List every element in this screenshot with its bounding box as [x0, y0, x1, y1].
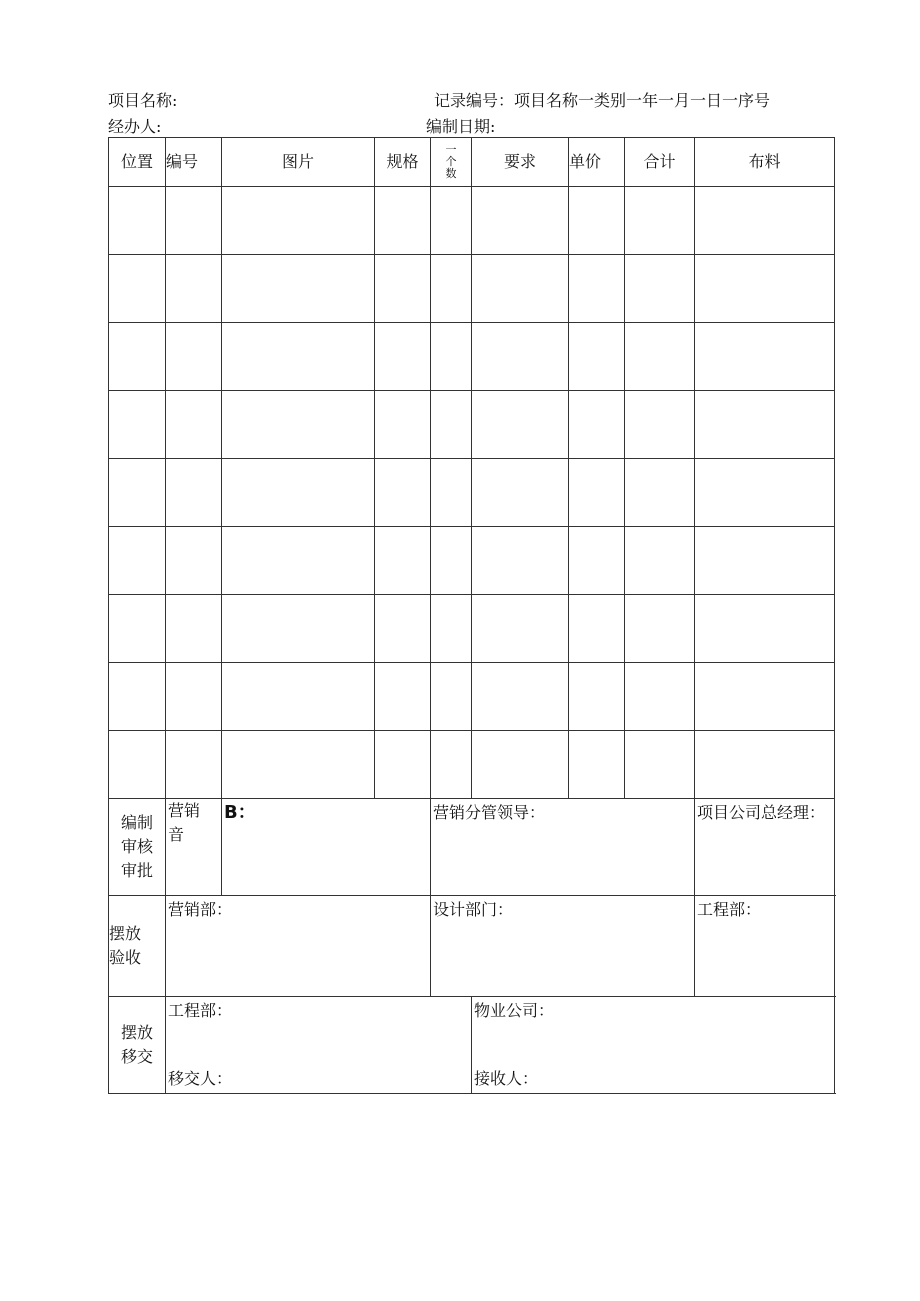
- cell[interactable]: [222, 187, 375, 255]
- table-row: [109, 391, 835, 459]
- table-row: [109, 663, 835, 731]
- handover-row: [109, 997, 835, 1094]
- acceptance-marketing-field[interactable]: [166, 896, 431, 997]
- cell[interactable]: [625, 459, 695, 527]
- cell[interactable]: [431, 459, 472, 527]
- cell[interactable]: [695, 391, 835, 459]
- cell[interactable]: [569, 663, 625, 731]
- cell[interactable]: [109, 323, 166, 391]
- handover-engineering-label: 工程部：: [168, 1001, 233, 1020]
- cell[interactable]: [222, 527, 375, 595]
- cell[interactable]: [375, 731, 431, 799]
- cell[interactable]: [569, 459, 625, 527]
- cell[interactable]: [109, 731, 166, 799]
- col-unit-price: 单价: [569, 138, 625, 187]
- marketing-b-label: B：: [224, 802, 256, 823]
- approval-row-label: [109, 799, 166, 896]
- cell[interactable]: [472, 731, 569, 799]
- cell[interactable]: [109, 391, 166, 459]
- handover-row-label: [109, 997, 166, 1094]
- cell[interactable]: [695, 527, 835, 595]
- cell[interactable]: [625, 527, 695, 595]
- acceptance-design-field[interactable]: [431, 896, 695, 997]
- handover-transferor-label: 移交人：: [168, 1069, 233, 1088]
- cell[interactable]: [375, 663, 431, 731]
- cell[interactable]: [431, 391, 472, 459]
- handover-label-place: 摆放: [120, 1023, 153, 1042]
- cell[interactable]: [375, 459, 431, 527]
- cell[interactable]: [166, 595, 222, 663]
- table-row: [109, 459, 835, 527]
- cell[interactable]: [695, 459, 835, 527]
- cell[interactable]: [109, 595, 166, 663]
- cell[interactable]: [695, 187, 835, 255]
- approval-row: [109, 799, 835, 896]
- cell[interactable]: [569, 391, 625, 459]
- cell[interactable]: [625, 391, 695, 459]
- cell[interactable]: [695, 731, 835, 799]
- cell[interactable]: [431, 527, 472, 595]
- gm-sign-field[interactable]: [695, 799, 835, 896]
- cell[interactable]: [166, 731, 222, 799]
- col-total: 合计: [625, 138, 695, 187]
- table-row: [109, 323, 835, 391]
- project-name-label: 项目名称:: [108, 91, 178, 110]
- acceptance-row-label: [109, 896, 166, 997]
- cell[interactable]: [375, 323, 431, 391]
- table-row: [109, 527, 835, 595]
- acceptance-marketing-label: 营销部：: [168, 900, 233, 919]
- cell[interactable]: [166, 323, 222, 391]
- cell[interactable]: [166, 187, 222, 255]
- cell[interactable]: [166, 255, 222, 323]
- cell[interactable]: [569, 595, 625, 663]
- approval-label-approve: 审批: [120, 861, 153, 880]
- cell[interactable]: [166, 391, 222, 459]
- handover-property-label: 物业公司：: [474, 1001, 555, 1020]
- cell[interactable]: [109, 527, 166, 595]
- cell[interactable]: [472, 323, 569, 391]
- cell[interactable]: [625, 595, 695, 663]
- cell[interactable]: [222, 663, 375, 731]
- cell[interactable]: [431, 731, 472, 799]
- col-quantity-mid: 个: [445, 155, 457, 168]
- cell[interactable]: [166, 459, 222, 527]
- col-requirement: 要求: [472, 138, 569, 187]
- cell[interactable]: [569, 731, 625, 799]
- cell[interactable]: [472, 595, 569, 663]
- record-number-label: 记录编号：项目名称一类别一年一月一日一序号: [434, 91, 771, 110]
- cell[interactable]: [472, 187, 569, 255]
- col-quantity-bot: 数: [445, 167, 457, 180]
- cell[interactable]: [375, 391, 431, 459]
- table-row: [109, 595, 835, 663]
- cell[interactable]: [472, 459, 569, 527]
- cell[interactable]: [166, 663, 222, 731]
- cell[interactable]: [109, 459, 166, 527]
- cell[interactable]: [431, 595, 472, 663]
- cell[interactable]: [569, 527, 625, 595]
- cell[interactable]: [625, 255, 695, 323]
- cell[interactable]: [695, 323, 835, 391]
- cell[interactable]: [431, 663, 472, 731]
- acceptance-design-label: 设计部门：: [433, 900, 514, 919]
- col-fabric: 布料: [695, 138, 835, 187]
- item-form-table: [108, 137, 835, 1094]
- cell[interactable]: [472, 391, 569, 459]
- col-position: 位置: [109, 138, 166, 187]
- cell[interactable]: [431, 255, 472, 323]
- col-number: 编号: [166, 138, 222, 187]
- approval-label-compile: 编制: [120, 813, 153, 832]
- cell[interactable]: [375, 187, 431, 255]
- cell[interactable]: [625, 323, 695, 391]
- cell[interactable]: [109, 255, 166, 323]
- col-picture: 图片: [222, 138, 375, 187]
- cell[interactable]: [222, 255, 375, 323]
- handover-receiver-label: 接收人：: [474, 1069, 539, 1088]
- cell[interactable]: [222, 323, 375, 391]
- cell[interactable]: [472, 255, 569, 323]
- handler-label: 经办人:: [108, 117, 162, 136]
- cell[interactable]: [222, 459, 375, 527]
- cell[interactable]: [625, 187, 695, 255]
- cell[interactable]: [472, 527, 569, 595]
- handover-label-transfer: 移交: [120, 1047, 153, 1066]
- marketing-label-top: 营销: [168, 801, 201, 820]
- cell[interactable]: [431, 323, 472, 391]
- gm-label: 项目公司总经理：: [697, 803, 826, 822]
- marketing-dept-cell: [166, 799, 222, 896]
- acceptance-engineering-field[interactable]: [695, 896, 835, 997]
- cell[interactable]: [375, 527, 431, 595]
- cell[interactable]: [472, 663, 569, 731]
- marketing-sign-field[interactable]: [222, 799, 431, 896]
- cell[interactable]: [625, 663, 695, 731]
- acceptance-engineering-label: 工程部：: [697, 900, 762, 919]
- col-quantity-top: 一: [445, 143, 457, 156]
- table-row: [109, 731, 835, 799]
- cell[interactable]: [569, 187, 625, 255]
- col-quantity: [431, 138, 472, 187]
- acceptance-label-accept: 验收: [109, 948, 142, 967]
- cell[interactable]: [109, 187, 166, 255]
- cell[interactable]: [375, 595, 431, 663]
- col-spec: 规格: [375, 138, 431, 187]
- table-row: [109, 255, 835, 323]
- cell[interactable]: [222, 391, 375, 459]
- cell[interactable]: [431, 187, 472, 255]
- handover-property-field[interactable]: [472, 997, 835, 1094]
- marketing-label-bottom: 音: [168, 825, 185, 844]
- cell[interactable]: [222, 731, 375, 799]
- acceptance-row: [109, 896, 835, 997]
- approval-label-review: 审核: [120, 837, 153, 856]
- cell[interactable]: [695, 663, 835, 731]
- compile-date-label: 编制日期:: [426, 117, 496, 136]
- cell[interactable]: [625, 731, 695, 799]
- cell[interactable]: [375, 255, 431, 323]
- cell[interactable]: [695, 595, 835, 663]
- header-row: [109, 138, 835, 187]
- cell[interactable]: [569, 255, 625, 323]
- cell[interactable]: [695, 255, 835, 323]
- cell[interactable]: [569, 323, 625, 391]
- cell[interactable]: [109, 663, 166, 731]
- marketing-leader-label: 营销分管领导：: [433, 803, 546, 822]
- table-row: [109, 187, 835, 255]
- acceptance-label-place: 摆放: [109, 924, 142, 943]
- cell[interactable]: [166, 527, 222, 595]
- handover-engineering-field[interactable]: [166, 997, 472, 1094]
- cell[interactable]: [222, 595, 375, 663]
- marketing-leader-sign-field[interactable]: [431, 799, 695, 896]
